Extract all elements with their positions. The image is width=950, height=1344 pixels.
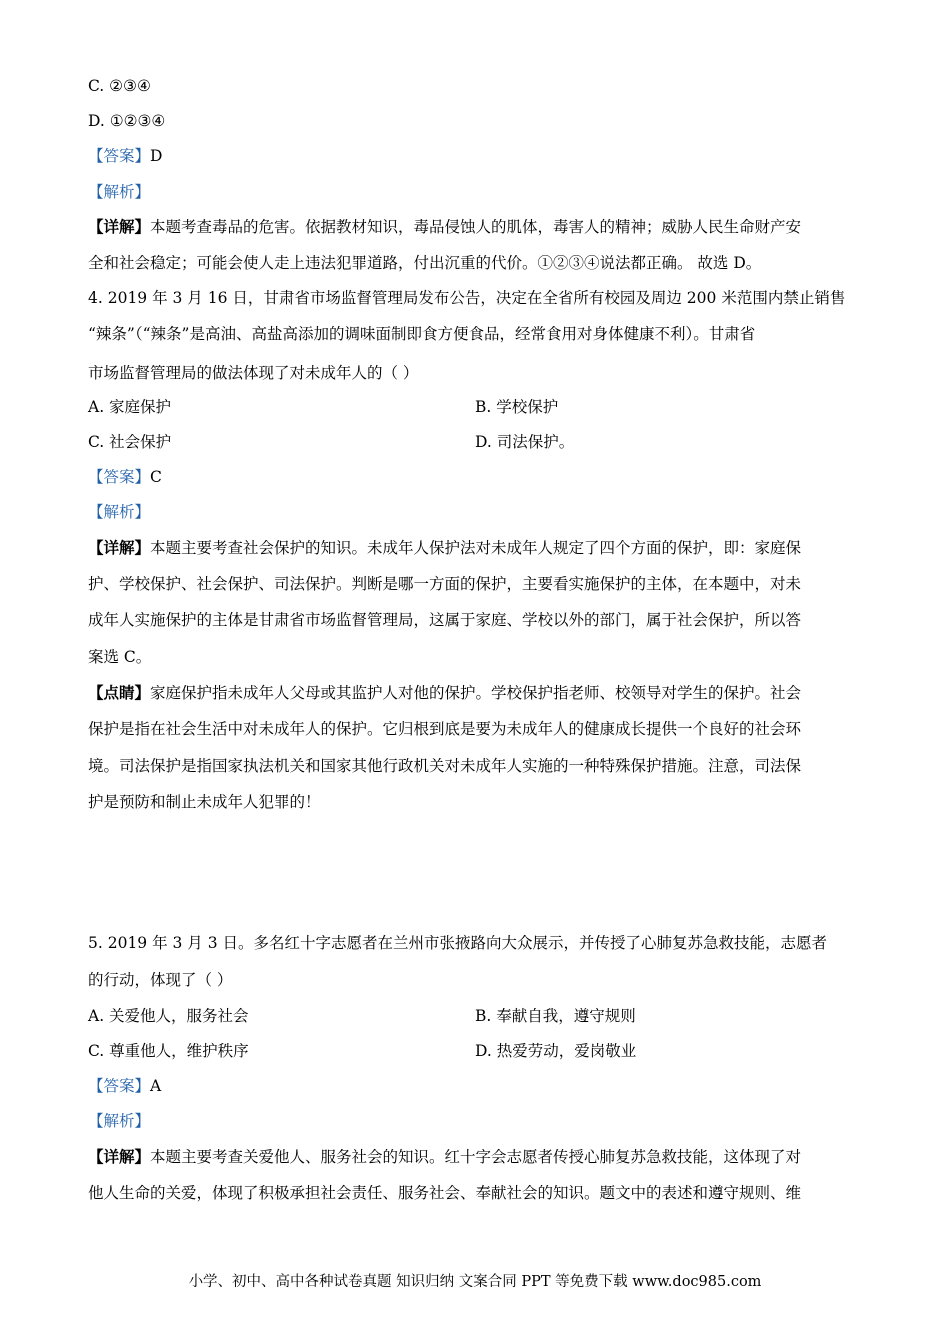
answer-value: A [150, 1077, 162, 1095]
q5-option-d: D. 热爱劳动，爱岗敬业 [475, 1042, 637, 1060]
answer-value: D [150, 147, 163, 165]
q5-stem-line: 5. 2019 年 3 月 3 日。多名红十字志愿者在兰州市张掖路向大众展示，并传授了心肺复苏急救技能，志愿者 [88, 934, 828, 952]
q4-tip-line: 【点睛】家庭保护指未成年人父母或其监护人对他的保护。学校保护指老师、校领导对学生的保护。社会 [88, 683, 802, 702]
q4-option-c: C. 社会保护 [88, 433, 172, 451]
q4-option-d: D. 司法保护。 [475, 433, 575, 451]
detail-tag: 【详解】 [88, 217, 151, 236]
q5-stem-line: 的行动，体现了（ ） [88, 971, 233, 989]
q3-detail-line: 全和社会稳定；可能会使人走上违法犯罪道路，付出沉重的代价。①②③④说法都正确。 故选 D。 [88, 254, 762, 272]
q3-answer-line [88, 146, 162, 166]
answer-tag: 【答案】 [88, 147, 151, 165]
answer-tag: 【答案】 [88, 468, 151, 486]
q4-answer-line [88, 467, 162, 487]
detail-tag: 【详解】 [88, 538, 151, 557]
q4-option-a: A. 家庭保护 [88, 398, 172, 416]
q5-option-c: C. 尊重他人，维护秩序 [88, 1042, 249, 1060]
q3-option-c: C. ②③④ [88, 77, 151, 95]
q4-tip-line: 护是预防和制止未成年人犯罪的！ [88, 793, 321, 811]
q4-analysis-tag: 【解析】 [88, 503, 151, 521]
q4-detail-line: 【详解】本题主要考查社会保护的知识。未成年人保护法对未成年人规定了四个方面的保护，即：家庭保 [88, 538, 802, 557]
q5-answer-line [88, 1076, 161, 1096]
q3-detail-line: 【详解】本题考查毒品的危害。依据教材知识，毒品侵蚀人的肌体，毒害人的精神；威胁人民生命财产安 [88, 217, 802, 236]
q4-tip-line: 保护是指在社会生活中对未成年人的保护。它归根到底是要为未成年人的健康成长提供一个良好的社会环 [88, 720, 802, 738]
answer-tag: 【答案】 [88, 1077, 151, 1095]
q5-analysis-tag: 【解析】 [88, 1112, 151, 1130]
q4-detail-line: 案选 C。 [88, 648, 152, 666]
q5-detail-line: 他人生命的关爱，体现了积极承担社会责任、服务社会、奉献社会的知识。题文中的表述和遵守规则、维 [88, 1184, 802, 1202]
q4-stem-line: 市场监督管理局的做法体现了对未成年人的（ ） [88, 364, 419, 382]
answer-value: C [150, 468, 162, 486]
q4-detail-line: 护、学校保护、社会保护、司法保护。判断是哪一方面的保护，主要看实施保护的主体，在本题中，对未 [88, 575, 802, 593]
q4-stem-line: 4. 2019 年 3 月 16 日，甘肃省市场监督管理局发布公告，决定在全省所有校园及周边 200 米范围内禁止销售 [88, 289, 846, 307]
q5-option-b: B. 奉献自我，遵守规则 [475, 1007, 636, 1025]
q5-option-a: A. 关爱他人，服务社会 [88, 1007, 249, 1025]
tip-tag: 【点睛】 [88, 683, 151, 702]
detail-tag: 【详解】 [88, 1147, 151, 1166]
q4-option-b: B. 学校保护 [475, 398, 559, 416]
q4-detail-line: 成年人实施保护的主体是甘肃省市场监督管理局，这属于家庭、学校以外的部门，属于社会保护，所以答 [88, 611, 802, 629]
page-footer: 小学、初中、高中各种试卷真题 知识归纳 文案合同 PPT 等免费下载 www.doc985.com [188, 1274, 762, 1290]
q3-analysis-tag: 【解析】 [88, 183, 151, 201]
q3-option-d: D. ①②③④ [88, 112, 166, 130]
q5-detail-line: 【详解】本题主要考查关爱他人、服务社会的知识。红十字会志愿者传授心肺复苏急救技能，这体现了对 [88, 1147, 802, 1166]
q4-stem-line: “辣条”（“辣条”是高油、高盐高添加的调味面制即食方便食品，经常食用对身体健康不利）。甘肃省 [88, 325, 756, 343]
q4-tip-line: 境。司法保护是指国家执法机关和国家其他行政机关对未成年人实施的一种特殊保护措施。注意，司法保 [88, 757, 802, 775]
